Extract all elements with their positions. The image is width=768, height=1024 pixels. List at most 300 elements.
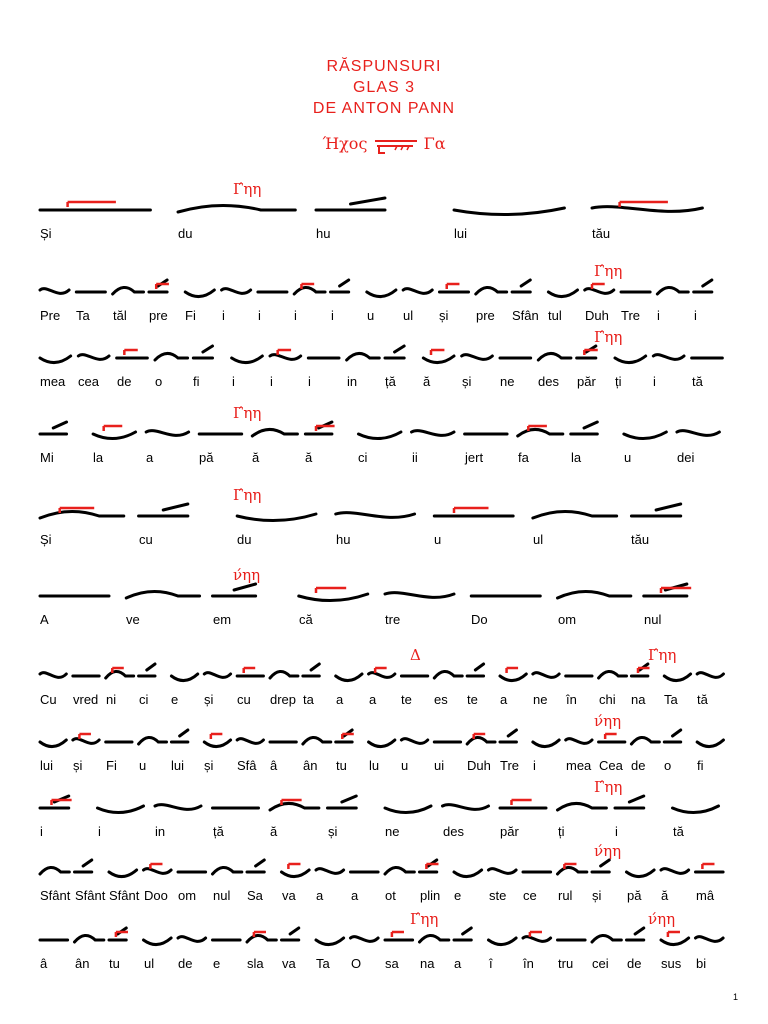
neume-icon [331, 280, 349, 292]
neume-icon [155, 353, 188, 360]
neume-icon [577, 346, 596, 358]
neume-icon [443, 805, 489, 810]
neume-icon [40, 867, 69, 874]
syllable: vred [73, 692, 99, 707]
syllable: de [178, 956, 193, 971]
syllable: e [454, 888, 462, 903]
syllable: că [299, 612, 313, 627]
neume-icon [533, 511, 617, 518]
neume-icon [403, 289, 432, 294]
neume-icon [627, 870, 655, 877]
neume-icon [336, 730, 352, 742]
neume-line-icon [36, 328, 736, 372]
syllable: sla [247, 956, 264, 971]
neume-icon [113, 287, 144, 294]
syllable: des [538, 374, 559, 389]
neume-icon [247, 860, 264, 872]
neume-icon [328, 796, 357, 808]
syllable: ne [385, 824, 400, 839]
neume-icon [98, 806, 144, 813]
syllable: sus [661, 956, 682, 971]
syllable: tre [385, 612, 401, 627]
neume-line-icon [36, 842, 736, 886]
neume-icon [624, 432, 666, 439]
martyria-sign: Δ [410, 646, 421, 664]
syllable: i [615, 824, 618, 839]
syllable: Sfânt [40, 888, 71, 903]
syllable: te [467, 692, 478, 707]
neume-icon [40, 422, 67, 434]
syllable: du [178, 226, 193, 241]
neume-icon [631, 504, 680, 516]
neume-icon [40, 673, 66, 678]
martyria-sign: ν́ηη [594, 712, 622, 730]
red-neume-icon [68, 202, 116, 207]
syllable: ot [385, 888, 396, 903]
lyrics-line [36, 692, 736, 712]
author-label: DE ANTON PANN [312, 100, 456, 117]
syllable: păr [500, 824, 519, 839]
neume-icon [282, 928, 299, 940]
neume-icon [252, 429, 297, 436]
neume-icon [454, 208, 564, 215]
neume-icon [512, 280, 530, 292]
neume-icon [303, 737, 331, 744]
syllable: lui [40, 758, 54, 773]
syllable: Sa [247, 888, 263, 903]
neume-icon [653, 355, 684, 360]
syllable: ul [144, 956, 155, 971]
neume-icon [538, 353, 571, 360]
red-neume-icon [454, 508, 489, 513]
syllable: ță [213, 824, 224, 839]
neume-icon [615, 796, 644, 808]
syllable: ă [305, 450, 313, 465]
neume-icon [385, 806, 431, 813]
neume-icon [697, 740, 723, 747]
syllable: a [146, 450, 154, 465]
neume-icon [299, 594, 368, 601]
syllable: Do [471, 612, 488, 627]
neume-icon [149, 280, 167, 292]
red-neume-icon [530, 932, 542, 937]
neume-icon [109, 870, 137, 877]
syllable: a [316, 888, 324, 903]
syllable: de [627, 956, 642, 971]
neume-icon [476, 287, 507, 294]
syllable: i [40, 824, 43, 839]
syllable: ți [558, 824, 565, 839]
syllable: tu [109, 956, 120, 971]
syllable: și [204, 692, 214, 707]
neume-icon [93, 432, 135, 439]
syllable: e [171, 692, 179, 707]
syllable: i [270, 374, 273, 389]
syllable: î [489, 956, 493, 971]
neume-icon [369, 740, 395, 747]
syllable: i [232, 374, 235, 389]
syllable: dei [677, 450, 695, 465]
syllable: de [631, 758, 646, 773]
neume-icon [171, 730, 187, 742]
neume-icon [270, 671, 298, 678]
syllable: es [434, 692, 448, 707]
neume-line-icon [36, 262, 736, 306]
syllable: Duh [467, 758, 491, 773]
syllable: u [401, 758, 409, 773]
syllable: â [270, 758, 278, 773]
title: RĂSPUNSURI [326, 58, 442, 75]
syllable: â [40, 956, 48, 971]
neume-icon [673, 806, 719, 813]
neume-icon [558, 803, 607, 810]
neume-icon [548, 290, 577, 297]
syllable: Și [40, 532, 52, 547]
syllable: ân [75, 956, 90, 971]
neume-icon [222, 289, 251, 294]
syllable: i [331, 308, 334, 323]
red-neume-icon [431, 350, 444, 355]
neume-icon [204, 673, 230, 678]
syllable: cei [592, 956, 609, 971]
syllable: i [294, 308, 297, 323]
syllable: în [566, 692, 577, 707]
syllable: e [213, 956, 221, 971]
neume-line-icon [36, 486, 736, 530]
red-neume-icon [447, 284, 460, 289]
neume-icon [193, 346, 212, 358]
red-neume-icon [702, 864, 714, 869]
neume-icon [40, 289, 69, 294]
syllable: ă [270, 824, 278, 839]
neume-icon [185, 290, 214, 297]
syllable: tă [692, 374, 703, 389]
neume-icon [500, 730, 516, 742]
red-neume-icon [316, 588, 346, 593]
neume-icon [558, 867, 587, 874]
neume-icon [664, 730, 680, 742]
syllable: ul [403, 308, 414, 323]
neume-icon [204, 740, 230, 747]
red-neume-icon [104, 426, 123, 431]
syllable: nul [213, 888, 231, 903]
syllable: fa [518, 450, 529, 465]
syllable: te [401, 692, 412, 707]
syllable: și [462, 374, 472, 389]
neume-icon [627, 928, 644, 940]
syllable: lui [171, 758, 185, 773]
neume-icon [644, 584, 687, 596]
syllable: tă [673, 824, 684, 839]
syllable: lui [454, 226, 468, 241]
neume-icon [615, 356, 646, 363]
neume-icon [367, 290, 396, 297]
syllable: Mi [40, 450, 54, 465]
syllable: ci [358, 450, 368, 465]
martyria-sign: Γ́ηη [233, 404, 262, 422]
syllable: va [282, 956, 296, 971]
lyrics-line [36, 956, 736, 976]
neume-line-icon [36, 910, 736, 954]
neume-icon [139, 504, 188, 516]
syllable: ți [615, 374, 622, 389]
lyrics-line [36, 308, 736, 328]
syllable: Cu [40, 692, 57, 707]
syllable: fi [697, 758, 704, 773]
red-neume-icon [605, 734, 617, 739]
syllable: Fi [106, 758, 117, 773]
syllable: na [631, 692, 646, 707]
neume-icon [358, 432, 400, 439]
syllable: A [40, 612, 49, 627]
neume-icon [213, 867, 242, 874]
neume-icon [351, 937, 379, 942]
syllable: în [523, 956, 534, 971]
lyrics-line [36, 888, 736, 908]
neume-icon [697, 673, 723, 678]
syllable: i [258, 308, 261, 323]
neume-icon [294, 287, 325, 294]
martyria-sign: Γ́ηη [233, 180, 262, 198]
neume-icon [592, 935, 621, 942]
syllable: sa [385, 956, 399, 971]
syllable: u [434, 532, 442, 547]
neume-icon [631, 737, 659, 744]
neume-icon [434, 671, 462, 678]
syllable: i [657, 308, 660, 323]
lyrics-line [36, 612, 736, 632]
syllable: ul [533, 532, 544, 547]
neume-icon [462, 355, 493, 360]
neume-icon [518, 429, 563, 436]
syllable: u [367, 308, 375, 323]
syllable: a [351, 888, 359, 903]
syllable: și [592, 888, 602, 903]
syllable: cea [78, 374, 99, 389]
syllable: Sfân [512, 308, 539, 323]
syllable: chi [599, 692, 616, 707]
neume-icon [106, 671, 134, 678]
neume-icon [385, 867, 414, 874]
neume-icon [316, 198, 385, 210]
neume-icon [336, 674, 362, 681]
mode-label: GLAS 3 [352, 79, 416, 96]
syllable: i [653, 374, 656, 389]
lyrics-line [36, 532, 736, 552]
syllable: i [694, 308, 697, 323]
neume-icon [599, 671, 627, 678]
neume-icon [694, 280, 712, 292]
neume-icon [144, 938, 172, 945]
neume-icon [347, 353, 380, 360]
neume-icon [237, 739, 263, 744]
syllable: Doo [144, 888, 168, 903]
neume-icon [631, 664, 647, 676]
neume-icon [385, 593, 454, 598]
neume-icon [412, 431, 454, 436]
neume-icon [592, 207, 702, 212]
neume-icon [454, 870, 482, 877]
syllable: ân [303, 758, 318, 773]
syllable: a [336, 692, 344, 707]
neume-icon [533, 673, 559, 678]
neume-icon [571, 422, 598, 434]
neume-icon [696, 937, 724, 942]
neume-icon [305, 422, 332, 434]
red-neume-icon [278, 350, 291, 355]
syllable: ă [661, 888, 669, 903]
syllable: Duh [585, 308, 609, 323]
red-neume-icon [512, 800, 532, 805]
lyrics-line [36, 374, 736, 394]
syllable: u [139, 758, 147, 773]
syllable: Și [40, 226, 52, 241]
neume-icon [78, 355, 109, 360]
red-neume-icon [507, 668, 518, 673]
neume-icon [270, 355, 301, 360]
syllable: cu [139, 532, 153, 547]
echos-signature-icon [373, 135, 419, 155]
neume-icon [40, 511, 124, 518]
neume-icon [303, 664, 319, 676]
neume-icon [385, 346, 404, 358]
red-neume-icon [244, 668, 256, 673]
syllable: a [454, 956, 462, 971]
syllable: i [98, 824, 101, 839]
neume-icon [73, 739, 99, 744]
syllable: și [328, 824, 338, 839]
neume-icon [423, 356, 454, 363]
syllable: ci [139, 692, 149, 707]
neume-line-icon [36, 646, 736, 690]
syllable: tul [548, 308, 562, 323]
syllable: ce [523, 888, 537, 903]
syllable: mâ [696, 888, 715, 903]
echos-note: Γα [423, 134, 446, 153]
martyria-sign: Γ́ηη [410, 910, 439, 928]
neume-icon [677, 431, 719, 436]
syllable: Ta [316, 956, 330, 971]
syllable: u [624, 450, 632, 465]
syllable: păr [577, 374, 596, 389]
neume-icon [75, 935, 104, 942]
syllable: Tre [621, 308, 641, 323]
neume-icon [178, 205, 295, 212]
syllable: Tre [500, 758, 520, 773]
neume-icon [489, 869, 517, 874]
syllable: o [155, 374, 163, 389]
martyria-sign: Γ́ηη [594, 778, 623, 796]
syllable: tău [592, 226, 611, 241]
neume-icon [467, 737, 495, 744]
syllable: nul [644, 612, 662, 627]
syllable: ta [303, 692, 314, 707]
neume-icon [40, 796, 69, 808]
red-neume-icon [150, 864, 162, 869]
syllable: tu [336, 758, 347, 773]
neume-icon [523, 937, 551, 942]
syllable: i [533, 758, 536, 773]
martyria-sign: Γ́ηη [233, 486, 262, 504]
syllable: tru [558, 956, 574, 971]
red-neume-icon [392, 932, 404, 937]
neume-icon [420, 935, 449, 942]
neume-icon [489, 938, 517, 945]
martyria-sign: Γ́ηη [648, 646, 677, 664]
red-neume-icon [288, 864, 300, 869]
neume-icon [316, 869, 344, 874]
syllable: rul [558, 888, 573, 903]
red-neume-icon [79, 734, 91, 739]
syllable: Sfânt [75, 888, 106, 903]
syllable: și [204, 758, 214, 773]
syllable: in [155, 824, 166, 839]
neume-icon [146, 431, 188, 436]
syllable: de [117, 374, 132, 389]
neume-icon [171, 674, 197, 681]
neume-icon [316, 938, 344, 945]
neume-icon [40, 740, 66, 747]
neume-icon [592, 860, 609, 872]
neume-icon [664, 674, 690, 681]
syllable: fi [193, 374, 200, 389]
syllable: om [558, 612, 577, 627]
red-neume-icon [592, 284, 605, 289]
red-neume-icon [124, 350, 137, 355]
red-neume-icon [375, 668, 387, 673]
neume-icon [155, 805, 201, 810]
syllable: na [420, 956, 435, 971]
echos-label: Ήχος [322, 134, 368, 153]
red-neume-icon [620, 202, 668, 207]
syllable: hu [336, 532, 351, 547]
syllable: pre [149, 308, 168, 323]
neume-icon [40, 356, 71, 363]
neume-icon [109, 928, 126, 940]
syllable: la [571, 450, 582, 465]
syllable: i [308, 374, 311, 389]
syllable: Sfânt [109, 888, 140, 903]
martyria-sign: ν́ηη [594, 842, 622, 860]
syllable: și [73, 758, 83, 773]
syllable: la [93, 450, 104, 465]
syllable: ste [489, 888, 507, 903]
neume-icon [558, 591, 631, 598]
neume-icon [75, 860, 92, 872]
neume-line-icon [36, 778, 736, 822]
martyria-sign: ν́ηη [648, 910, 676, 928]
syllable: tă [697, 692, 708, 707]
syllable: des [443, 824, 464, 839]
neume-icon [270, 803, 319, 810]
neume-line-icon [36, 712, 736, 756]
syllable: du [237, 532, 252, 547]
syllable: va [282, 888, 296, 903]
neume-icon [282, 870, 310, 877]
syllable: ve [126, 612, 140, 627]
red-neume-icon [668, 932, 680, 937]
syllable: pă [627, 888, 642, 903]
syllable: o [664, 758, 672, 773]
syllable: ui [434, 758, 445, 773]
neume-icon [454, 928, 471, 940]
syllable: hu [316, 226, 331, 241]
syllable: tău [631, 532, 650, 547]
neume-line-icon [36, 404, 736, 448]
syllable: i [222, 308, 225, 323]
neume-line-icon [36, 566, 736, 610]
syllable: bi [696, 956, 707, 971]
